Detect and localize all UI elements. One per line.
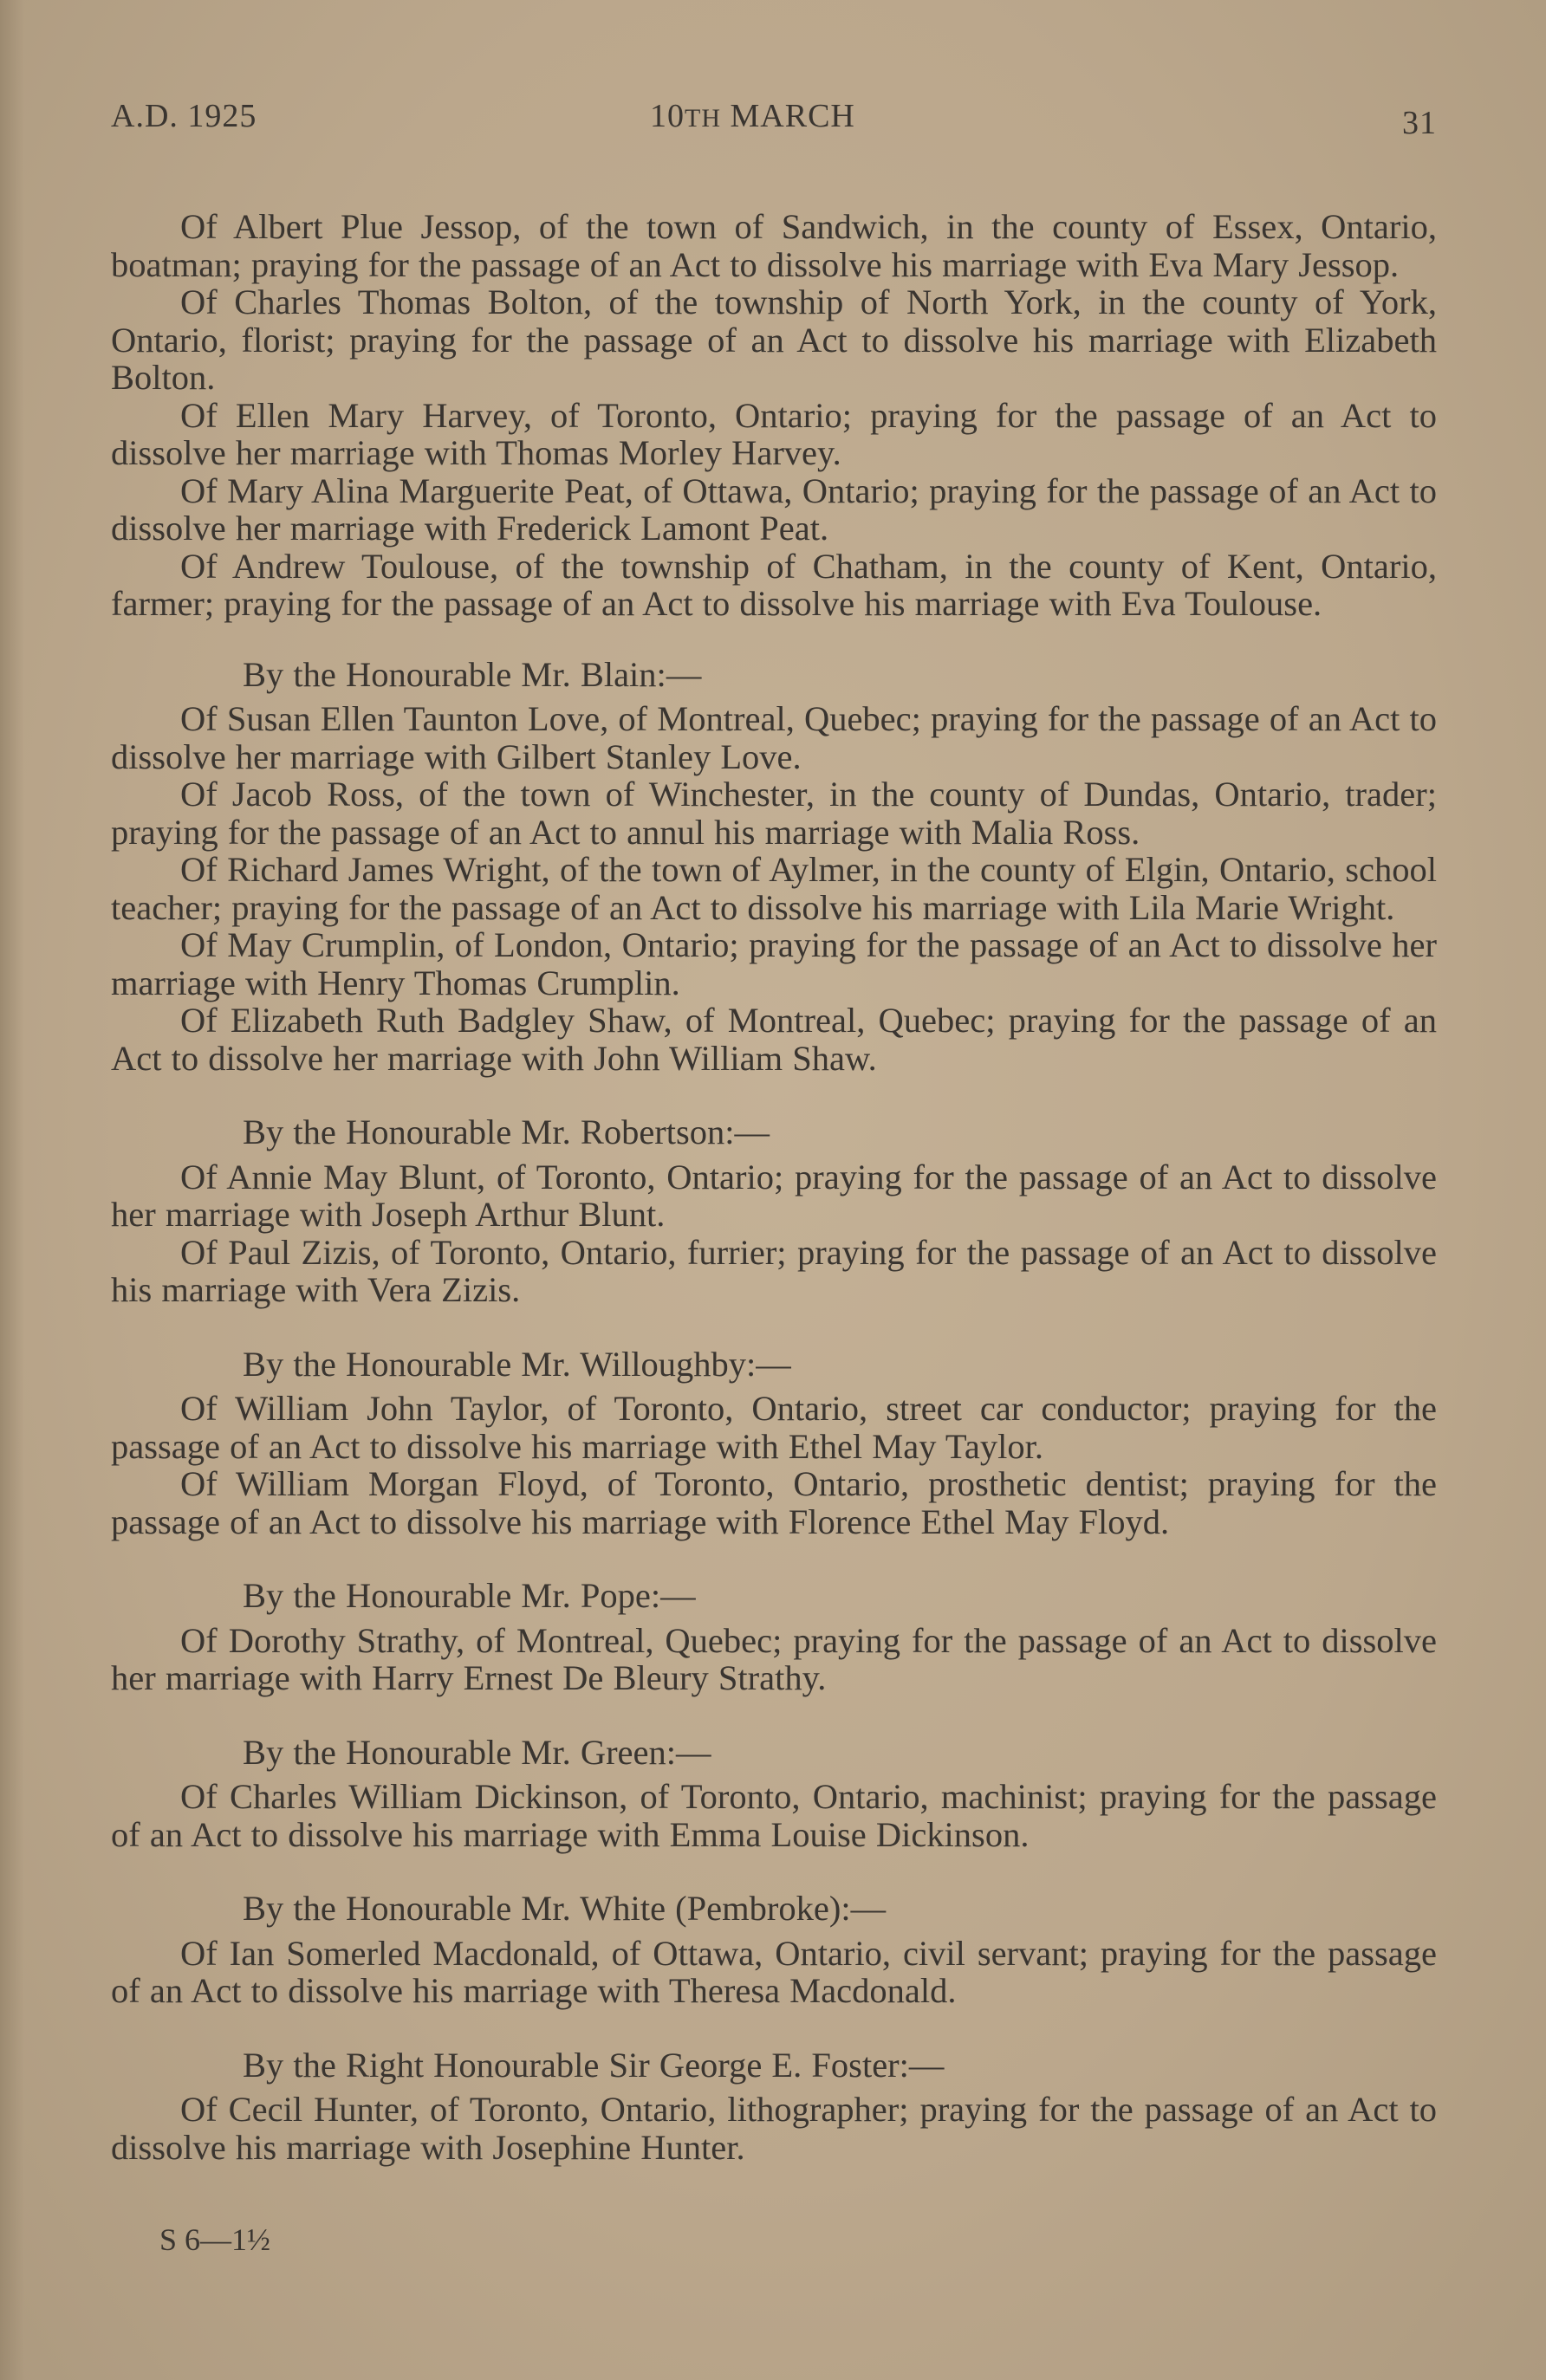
petition-entry: Of Ian Somerled Macdonald, of Ottawa, Ontario, civil servant; praying for the passage of an Act to dissolve his marriage with Theresa Macdonald.: [111, 1933, 1437, 2010]
petition-entry: Of William John Taylor, of Toronto, Ontario, street car conductor; praying for the passage of an Act to dissolve his marriage with Ethel May Taylor.: [111, 1389, 1437, 1466]
petition-entry: Of Mary Alina Marguerite Peat, of Ottawa, Ontario; praying for the passage of an Act to dissolve her marriage with Frederick Lamont Peat.: [111, 470, 1437, 548]
petition-entry: Of Charles William Dickinson, of Toronto, Ontario, machinist; praying for the passage of an Act to dissolve his marriage with Emma Louise Dickinson.: [111, 1777, 1437, 1854]
header-date: [650, 97, 855, 135]
header-date-number: 10: [650, 98, 685, 134]
petition-entry: Of Dorothy Strathy, of Montreal, Quebec; praying for the passage of an Act to dissolve her marriage with Harry Ernest De Bleury Strathy.: [111, 1620, 1437, 1697]
petition-entry: Of Cecil Hunter, of Toronto, Ontario, lithographer; praying for the passage of an Act to dissolve his marriage with Josephine Hunter.: [111, 2090, 1437, 2167]
sponsor-heading: By the Honourable Mr. Green:—: [243, 1732, 711, 1772]
header-year: A.D. 1925: [111, 98, 257, 134]
petition-entry: Of Jacob Ross, of the town of Winchester, in the county of Dundas, Ontario, trader; praying for the passage of an Act to annul his marriage with Malia Ross.: [111, 775, 1437, 852]
page-number: 31: [1402, 105, 1437, 141]
petition-entry: Of Annie May Blunt, of Toronto, Ontario; praying for the passage of an Act to dissolve her marriage with Joseph Arthur Blunt.: [111, 1157, 1437, 1234]
petitions-body: [111, 208, 1437, 2166]
petition-entry: Of Elizabeth Ruth Badgley Shaw, of Montreal, Quebec; praying for the passage of an Act to dissolve her marriage with John William Shaw.: [111, 1001, 1437, 1078]
petition-entry: Of Susan Ellen Taunton Love, of Montreal, Quebec; praying for the passage of an Act to dissolve her marriage with Gilbert Stanley Love.: [111, 699, 1437, 776]
petition-entry: Of Paul Zizis, of Toronto, Ontario, furrier; praying for the passage of an Act to dissolve his marriage with Vera Zizis.: [111, 1232, 1437, 1309]
petition-entry: Of May Crumplin, of London, Ontario; praying for the passage of an Act to dissolve her marriage with Henry Thomas Crumplin.: [111, 925, 1437, 1002]
petition-entry: Of Ellen Mary Harvey, of Toronto, Ontario; praying for the passage of an Act to dissolve her marriage with Thomas Morley Harvey.: [111, 395, 1437, 472]
sponsor-heading: By the Honourable Mr. Robertson:—: [243, 1112, 770, 1151]
running-header: [0, 97, 1546, 149]
petition-entry: Of Richard James Wright, of the town of Aylmer, in the county of Elgin, Ontario, school teacher; praying for the passage of an Act to dissolve his marriage with Lila Marie Wright.: [111, 850, 1437, 927]
header-date-suffix: TH: [685, 104, 721, 133]
signature-mark: S 6—1½: [159, 2222, 271, 2257]
sponsor-heading: By the Honourable Mr. Pope:—: [243, 1576, 696, 1615]
sponsor-heading: By the Right Honourable Sir George E. Foster:—: [243, 2045, 945, 2085]
sponsor-heading: By the Honourable Mr. Blain:—: [243, 654, 702, 694]
petition-entry: Of Andrew Toulouse, of the township of Chatham, in the county of Kent, Ontario, farmer; praying for the passage of an Act to dissolve his marriage with Eva Toulouse.: [111, 546, 1437, 623]
petition-entry: Of Albert Plue Jessop, of the town of Sandwich, in the county of Essex, Ontario, boatman; praying for the passage of an Act to dissolve his marriage with Eva Mary Jessop.: [111, 207, 1437, 284]
page-binding-edge: [0, 0, 24, 2380]
sponsor-heading: By the Honourable Mr. White (Pembroke):—: [243, 1889, 887, 1928]
petition-entry: Of Charles Thomas Bolton, of the township of North York, in the county of York, Ontario, florist; praying for the passage of an Act to dissolve his marriage with Elizabeth Bolton.: [111, 282, 1437, 397]
petition-entry: Of William Morgan Floyd, of Toronto, Ontario, prosthetic dentist; praying for the passage of an Act to dissolve his marriage with Florence Ethel May Floyd.: [111, 1464, 1437, 1541]
header-date-month: MARCH: [730, 98, 855, 134]
sponsor-heading: By the Honourable Mr. Willoughby:—: [243, 1344, 791, 1384]
